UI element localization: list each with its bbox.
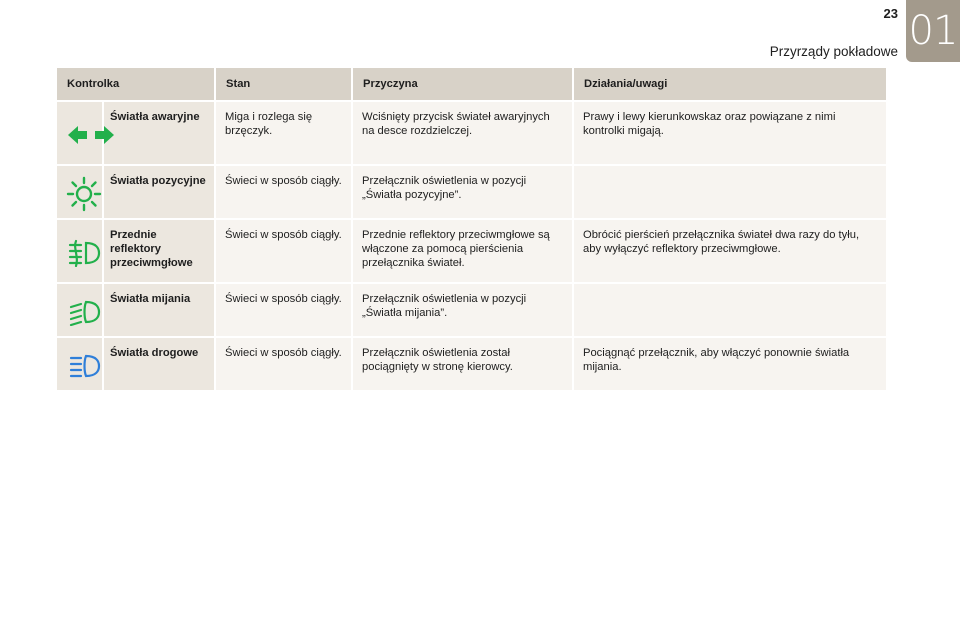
column-header-stan: Stan bbox=[216, 68, 353, 100]
row-cause: Przełącznik oświetlenia w pozycji „Światła mijania”. bbox=[353, 282, 574, 336]
section-title: Przyrządy pokładowe bbox=[769, 44, 898, 59]
column-header-przyczyna: Przyczyna bbox=[353, 68, 574, 100]
hazard-arrows-icon bbox=[57, 100, 104, 164]
front-fog-lights-icon bbox=[57, 218, 104, 282]
row-name: Światła mijania bbox=[104, 282, 216, 336]
row-action: Pociągnąć przełącznik, aby włączyć ponownie światła mijania. bbox=[574, 336, 886, 390]
chapter-tab: 01 bbox=[906, 0, 960, 62]
row-action bbox=[574, 282, 886, 336]
table-row bbox=[57, 336, 886, 390]
row-name: Światła pozycyjne bbox=[104, 164, 216, 218]
page-number: 23 bbox=[883, 6, 898, 21]
position-lights-icon bbox=[57, 164, 104, 218]
row-cause: Wciśnięty przycisk świateł awaryjnych na desce rozdzielczej. bbox=[353, 100, 574, 164]
column-header-dzialania: Działania/uwagi bbox=[574, 68, 886, 100]
dipped-beam-icon bbox=[57, 282, 104, 336]
row-cause: Przełącznik oświetlenia w pozycji „Światła pozycyjne”. bbox=[353, 164, 574, 218]
warning-lights-table bbox=[57, 68, 886, 390]
row-state: Świeci w sposób ciągły. bbox=[216, 282, 353, 336]
row-name: Światła awaryjne bbox=[104, 100, 216, 164]
row-name: Światła drogowe bbox=[104, 336, 216, 390]
column-header-kontrolka: Kontrolka bbox=[57, 68, 216, 100]
table-row bbox=[57, 164, 886, 218]
row-action: Obrócić pierścień przełącznika świateł dwa razy do tyłu, aby wyłączyć reflektory przeciwmgłowe. bbox=[574, 218, 886, 282]
table-header-row bbox=[57, 68, 886, 100]
row-state: Świeci w sposób ciągły. bbox=[216, 218, 353, 282]
table-row bbox=[57, 282, 886, 336]
row-cause: Przełącznik oświetlenia został pociągnięty w stronę kierowcy. bbox=[353, 336, 574, 390]
table-row bbox=[57, 218, 886, 282]
row-name: Przednie reflektory przeciwmgłowe bbox=[104, 218, 216, 282]
row-action bbox=[574, 164, 886, 218]
row-state: Świeci w sposób ciągły. bbox=[216, 336, 353, 390]
table-row bbox=[57, 100, 886, 164]
row-action: Prawy i lewy kierunkowskaz oraz powiązane z nimi kontrolki migają. bbox=[574, 100, 886, 164]
row-cause: Przednie reflektory przeciwmgłowe są włączone za pomocą pierścienia przełącznika świateł. bbox=[353, 218, 574, 282]
row-state: Świeci w sposób ciągły. bbox=[216, 164, 353, 218]
main-beam-icon bbox=[57, 336, 104, 390]
row-state: Miga i rozlega się brzęczyk. bbox=[216, 100, 353, 164]
